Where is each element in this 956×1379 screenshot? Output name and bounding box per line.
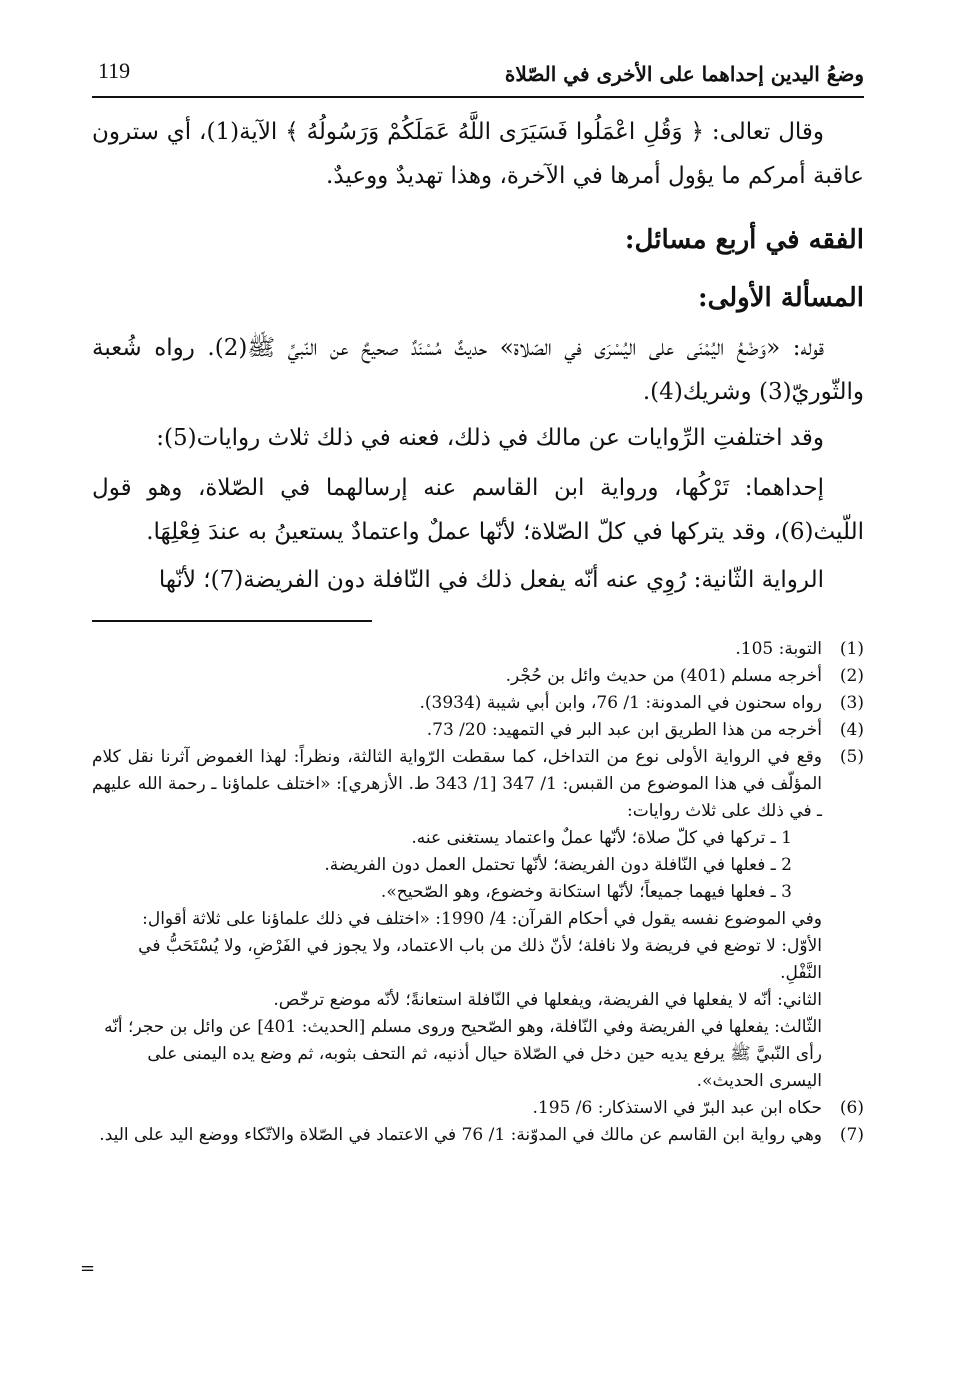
paragraph-hadith-block [92, 326, 864, 414]
running-header [92, 58, 864, 98]
footnote-text: أخرجه من هذا الطريق ابن عبد البر في التمهيد: 20/ 73. [426, 720, 822, 740]
footnote-continuation: الثاني: أنّه لا يفعلها في الفريضة، ويفعلها في النّافلة استعانةً؛ لأنّه موضع ترخّص. [273, 990, 822, 1010]
section-heading-block [92, 218, 864, 262]
footnote-text: أخرجه مسلم (401) من حديث وائل بن حُجْر. [505, 666, 822, 686]
footnote-separator [92, 620, 372, 622]
subsection-heading: المسألة الأولى: [697, 283, 864, 313]
footnote-number: (7) [839, 1125, 864, 1145]
paragraph-second-narration: الرواية الثّانية: رُوِي عنه أنّه يفعل ذلك في النّافلة دون الفريضة(7)؛ لأنّها [158, 567, 824, 593]
main-text [92, 110, 864, 198]
footnote-continuation: الأوّل: لا توضع في فريضة ولا نافلة؛ لأنّ ذلك من باب الاعتماد، ولا يجوز في الفَرْضِ، ولا يُسْتَحَبُّ في النَّفْلِ. [138, 936, 822, 983]
footnote-text: رواه سحنون في المدونة: 1/ 76، وابن أبي شيبة (3934). [419, 693, 822, 713]
section-heading: الفقه في أربع مسائل: [624, 225, 864, 255]
paragraph-second-narration-block [92, 558, 864, 602]
footnote-number: (2) [839, 666, 864, 686]
footnote-4 [92, 717, 864, 744]
paragraph-narrations: وقد اختلفتِ الرِّوايات عن مالك في ذلك، فعنه في ذلك ثلاث روايات(5): [156, 425, 824, 451]
paragraph-first-narration-block [92, 466, 864, 554]
footnote-list-item: 3 ـ فعلها فيهما جميعاً؛ لأنّها استكانة وخضوع، وهو الصّحيح». [380, 882, 792, 902]
footnote-3 [92, 690, 864, 717]
paragraph-first-narration: إحداهما: تَرْكُها، ورواية ابن القاسم عنه إرسالهما في الصّلاة، وهو قول اللّيث(6)، وقد يتركها في كلّ الصّلاة؛ لأنّها عملٌ واعتمادٌ يستعينُ به عندَ فِعْلِهَا. [92, 475, 864, 545]
paragraph-narrations-block [92, 416, 864, 460]
footnote-text: حكاه ابن عبد البرّ في الاستذكار: 6/ 195. [532, 1098, 822, 1118]
running-title: وضعُ اليدين إحداهما على الأخرى في الصّلاة [504, 62, 864, 86]
footnote-continuation: وفي الموضوع نفسه يقول في أحكام القرآن: 4/ 1990: «اختلف في ذلك علماؤنا على ثلاثة أقوال: [142, 909, 822, 929]
footnote-number: (5) [839, 747, 864, 767]
footnote-list-item: 1 ـ تركها في كلّ صلاة؛ لأنّها عملٌ واعتماد يستغنى عنه. [411, 828, 792, 848]
footnote-2 [92, 663, 864, 690]
footnote-number: (4) [839, 720, 864, 740]
footnote-continuation: الثّالث: يفعلها في الفريضة وفي النّافلة، وهو الصّحيح وروى مسلم [الحديث: 401] عن وائل بن حجر؛ أنّه رأى النّبيَّ ﷺ يرفع يديه حين دخل في الصّلاة حيال أذنيه، ثم التحف بثوبه، ثم وضع يده اليمنى على اليسرى الحديث». [104, 1017, 822, 1091]
footnote-1 [92, 636, 864, 663]
footnote-number: (6) [839, 1098, 864, 1118]
footnote-number: (1) [839, 639, 864, 659]
footnote-7 [92, 1122, 864, 1149]
paragraph-verse: وقال تعالى: ﴿ وَقُلِ اعْمَلُوا فَسَيَرَى اللَّهُ عَمَلَكُمْ وَرَسُولُهُ ﴾ الآية(1)، أي سترون عاقبة أمركم ما يؤول أمرها في الآخرة، وهذا تهديدٌ ووعيدٌ. [92, 119, 864, 189]
footnotes [92, 636, 864, 1149]
footnote-6 [92, 1095, 864, 1122]
paragraph-hadith: قوله: «وَضْعُ اليُمْنَى على اليُسْرَى في الصّلاة» حديثٌ مُسْنَدٌ صحيحٌ عن النّبيِّ ﷺ(2). رواه شُعبة والثّوريّ(3) وشريك(4). [92, 335, 864, 405]
footnote-number: (3) [839, 693, 864, 713]
footnote-text: وهي رواية ابن القاسم عن مالك في المدوّنة: 1/ 76 في الاعتماد في الصّلاة والاتّكاء ووضع اليد على اليد. [99, 1125, 822, 1145]
subsection-heading-block [92, 276, 864, 320]
page-number: 119 [98, 58, 131, 83]
footnote-text: التوبة: 105. [735, 639, 822, 659]
footnote-list-item: 2 ـ فعلها في النّافلة دون الفريضة؛ لأنّها تحتمل العمل دون الفريضة. [324, 855, 792, 875]
footnote-5 [92, 744, 864, 825]
continuation-mark: = [80, 1258, 96, 1279]
footnote-text: وقع في الرواية الأولى نوع من التداخل، كما سقطت الرّواية الثالثة، ونظراً: لهذا الغموض آثرنا نقل كلام المؤلّف في هذا الموضوع من القبس: 1/ 347 [1/ 343 ط. الأزهري]: «اختلف علماؤنا ـ رحمة الله عليهم ـ في ذلك على ثلاث روايات: [92, 747, 822, 821]
